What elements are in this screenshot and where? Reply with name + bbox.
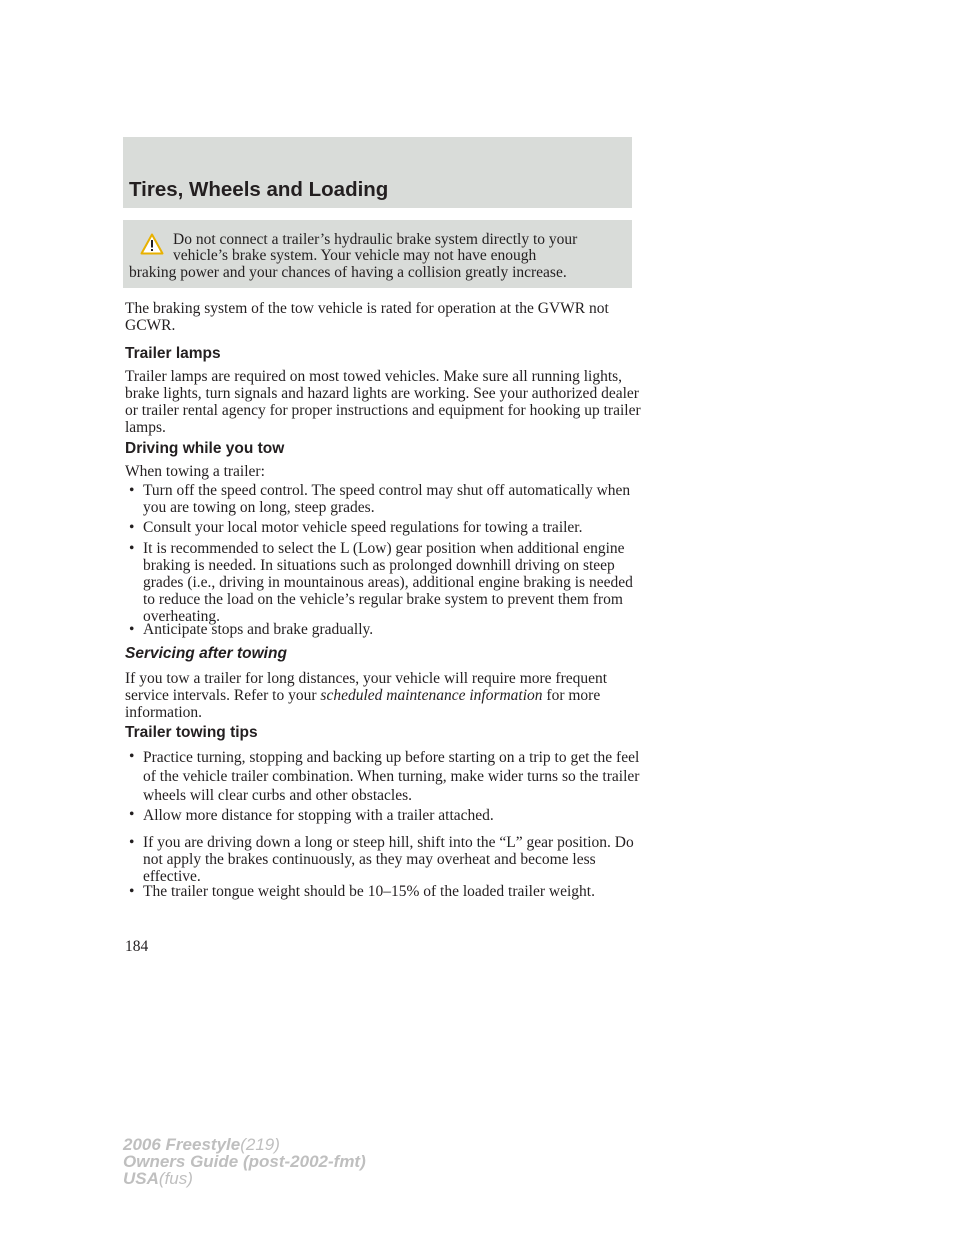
- bullet-marker: •: [129, 621, 135, 638]
- bullet-marker: •: [129, 806, 135, 823]
- footer-imprint: 2006 Freestyle(219) Owners Guide (post-2002-fmt) USA(fus): [123, 1135, 366, 1188]
- list-item: The trailer tongue weight should be 10–15% of the loaded trailer weight.: [143, 883, 595, 900]
- bullet-marker: •: [129, 883, 135, 900]
- trailer-lamps-paragraph: Trailer lamps are required on most towed vehicles. Make sure all running lights, brake lights, turn signals and hazard lights are working. See your authorized dealer or trailer rental agency for proper instructions and equipment for hooking up trailer lamps.: [125, 368, 641, 436]
- bullet-marker: •: [129, 748, 135, 765]
- heading-trailer-lamps: Trailer lamps: [125, 345, 221, 362]
- driving-lead: When towing a trailer:: [125, 463, 265, 480]
- list-item: Consult your local motor vehicle speed regulations for towing a trailer.: [143, 519, 583, 536]
- servicing-paragraph: If you tow a trailer for long distances, your vehicle will require more frequent service intervals. Refer to your scheduled maintenance information for more information.: [125, 670, 608, 721]
- heading-servicing-after-towing: Servicing after towing: [125, 645, 287, 662]
- list-item: Anticipate stops and brake gradually.: [143, 621, 374, 638]
- list-item: Allow more distance for stopping with a trailer attached.: [143, 807, 494, 824]
- intro-paragraph: The braking system of the tow vehicle is rated for operation at the GVWR not GCWR.: [125, 300, 609, 334]
- bullet-marker: •: [129, 834, 135, 851]
- scheduled-maintenance-reference: scheduled maintenance information: [320, 687, 543, 704]
- warning-text-line-3: braking power and your chances of having a collision greatly increase.: [129, 264, 567, 281]
- heading-driving-while-you-tow: Driving while you tow: [125, 440, 285, 457]
- page-title: Tires, Wheels and Loading: [129, 178, 389, 201]
- bullet-marker: •: [129, 519, 135, 536]
- list-item: Turn off the speed control. The speed control may shut off automatically when you are towing on long, steep grades.: [143, 482, 631, 516]
- list-item: Practice turning, stopping and backing up before starting on a trip to get the feel of the vehicle trailer combination. When turning, make wider turns so the trailer wheels will clear curbs and other obstacles.: [143, 749, 640, 804]
- heading-trailer-towing-tips: Trailer towing tips: [125, 724, 258, 741]
- list-item: It is recommended to select the L (Low) gear position when additional engine braking is needed. In situations such as prolonged downhill driving on steep grades (i.e., driving in mountainous areas), additional engine braking is needed to reduce the load on the vehicle’s regular brake system to prevent them from overheating.: [143, 540, 633, 625]
- page-number: 184: [125, 938, 149, 955]
- warning-text-line-2: vehicle’s brake system. Your vehicle may not have enough: [173, 247, 537, 264]
- warning-triangle-icon: [140, 233, 164, 255]
- bullet-marker: •: [129, 482, 135, 499]
- list-item: If you are driving down a long or steep hill, shift into the “L” gear position. Do not apply the brakes continuously, as they may overheat and become less effective.: [143, 834, 634, 885]
- warning-text-line-1: Do not connect a trailer’s hydraulic brake system directly to your: [173, 231, 578, 248]
- bullet-marker: •: [129, 540, 135, 557]
